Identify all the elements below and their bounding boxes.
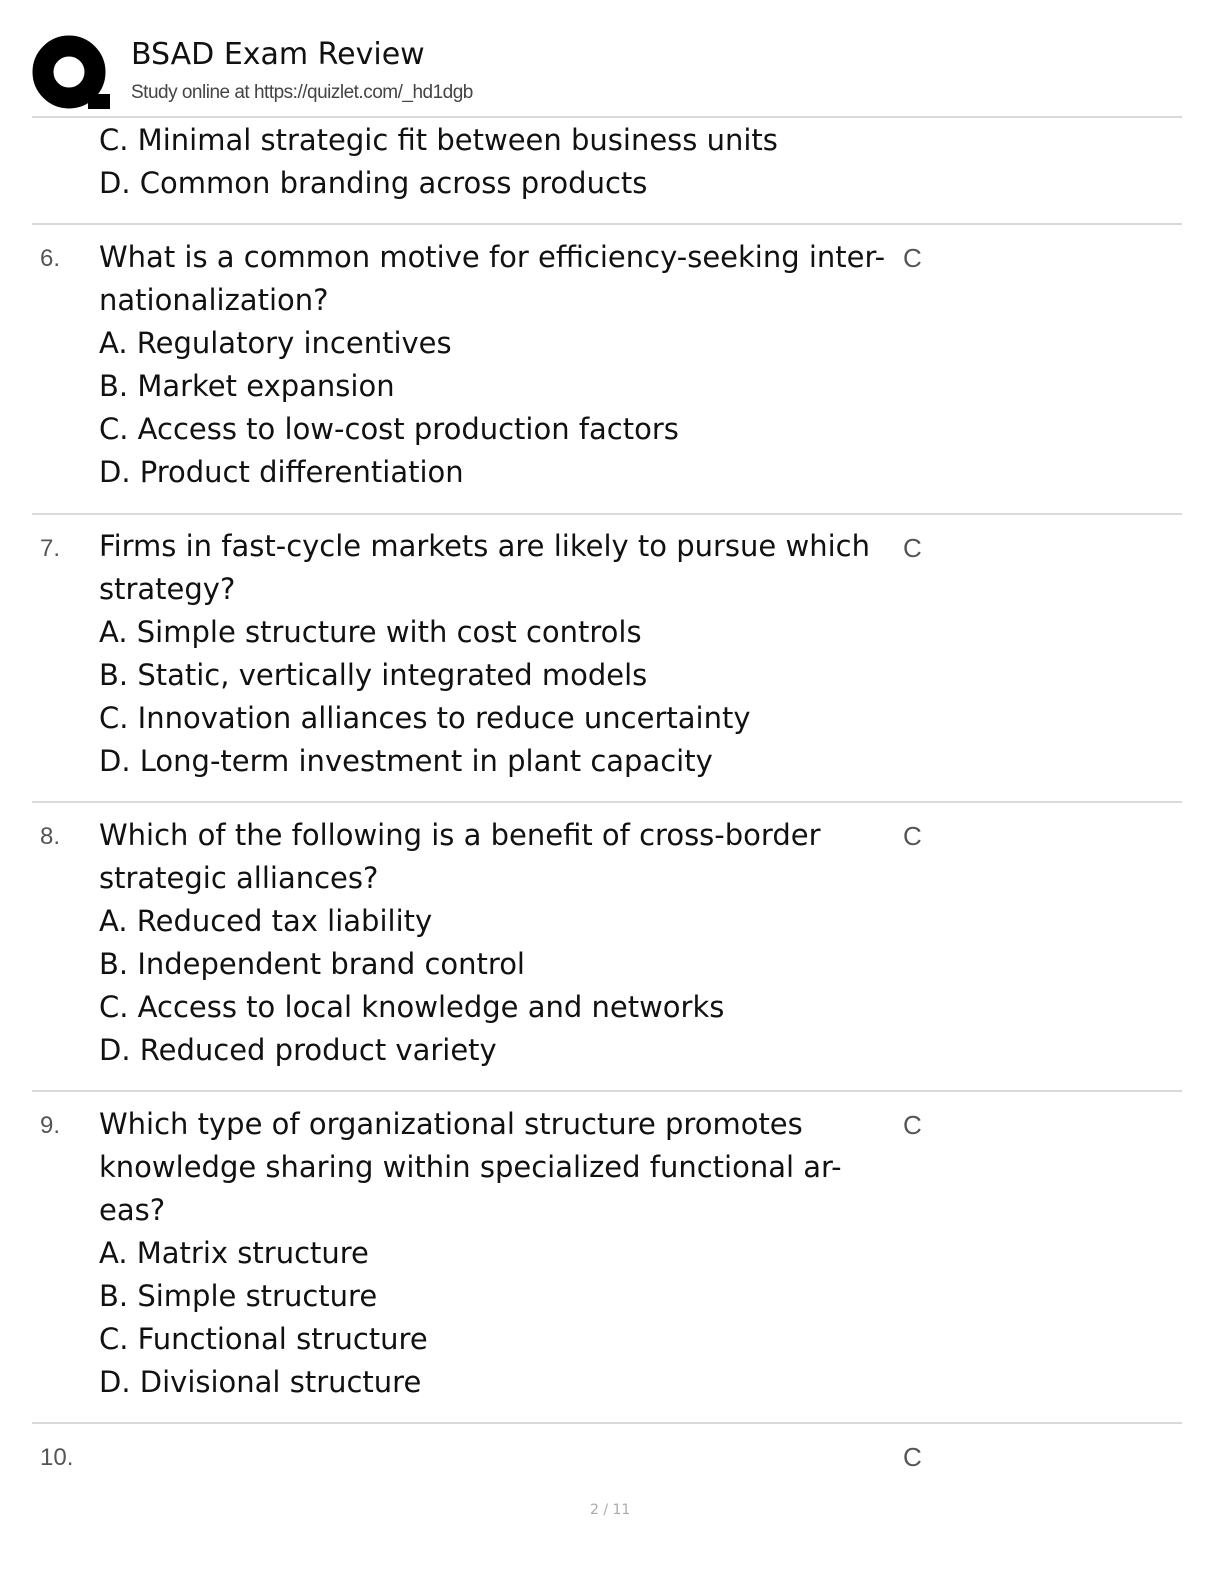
question-text: eas? xyxy=(99,1193,166,1227)
answer-letter: C xyxy=(903,533,922,563)
option-c: C. Functional structure xyxy=(99,1322,428,1356)
question-divider xyxy=(32,1090,1182,1092)
question-text: nationalization? xyxy=(99,283,329,317)
option-b: B. Independent brand control xyxy=(99,947,525,981)
option-b: B. Static, vertically integrated models xyxy=(99,658,648,692)
question-divider xyxy=(32,223,1182,225)
page-header xyxy=(0,0,1224,118)
option-text: C. Minimal strategic fit between business units xyxy=(99,123,778,157)
option-d: D. Long-term investment in plant capacity xyxy=(99,744,713,778)
question-text: knowledge sharing within specialized functional ar- xyxy=(99,1150,842,1184)
question-number: 7. xyxy=(40,535,61,562)
option-a: A. Reduced tax liability xyxy=(99,904,433,938)
option-c: C. Access to low-cost production factors xyxy=(99,412,679,446)
question-text: strategy? xyxy=(99,572,236,606)
option-d: D. Product differentiation xyxy=(99,455,464,489)
header-divider xyxy=(32,116,1182,118)
question-divider xyxy=(32,801,1182,803)
answer-letter: C xyxy=(903,243,922,273)
option-c: C. Access to local knowledge and networks xyxy=(99,990,725,1024)
answer-letter: C xyxy=(903,1442,922,1472)
option-text: D. Common branding across products xyxy=(99,166,648,200)
question-number: 6. xyxy=(40,245,61,272)
option-a: A. Regulatory incentives xyxy=(99,326,452,360)
question-number: 8. xyxy=(40,823,61,850)
question-text: strategic alliances? xyxy=(99,861,379,895)
question-divider xyxy=(32,513,1182,515)
option-b: B. Market expansion xyxy=(99,369,395,403)
question-text: Which type of organizational structure promotes xyxy=(99,1107,803,1141)
question-text: What is a common motive for efficiency-seeking inter- xyxy=(99,240,886,274)
option-b: B. Simple structure xyxy=(99,1279,378,1313)
option-a: A. Simple structure with cost controls xyxy=(99,615,642,649)
page-number: 2 / 11 xyxy=(590,1502,631,1518)
question-divider xyxy=(32,1422,1182,1424)
option-a: A. Matrix structure xyxy=(99,1236,369,1270)
option-d: D. Reduced product variety xyxy=(99,1033,497,1067)
document-title: BSAD Exam Review xyxy=(131,37,425,72)
study-online-link[interactable]: Study online at https://quizlet.com/_hd1dgb xyxy=(131,82,473,103)
question-text: Firms in fast-cycle markets are likely to pursue which xyxy=(99,529,870,563)
option-c: C. Innovation alliances to reduce uncertainty xyxy=(99,701,751,735)
answer-letter: C xyxy=(903,821,922,851)
quizlet-logo-icon xyxy=(32,34,112,112)
answer-letter: C xyxy=(903,1110,922,1140)
question-number: 9. xyxy=(40,1112,61,1139)
question-number: 10. xyxy=(40,1444,74,1471)
option-d: D. Divisional structure xyxy=(99,1365,422,1399)
question-text: Which of the following is a benefit of cross-border xyxy=(99,818,821,852)
